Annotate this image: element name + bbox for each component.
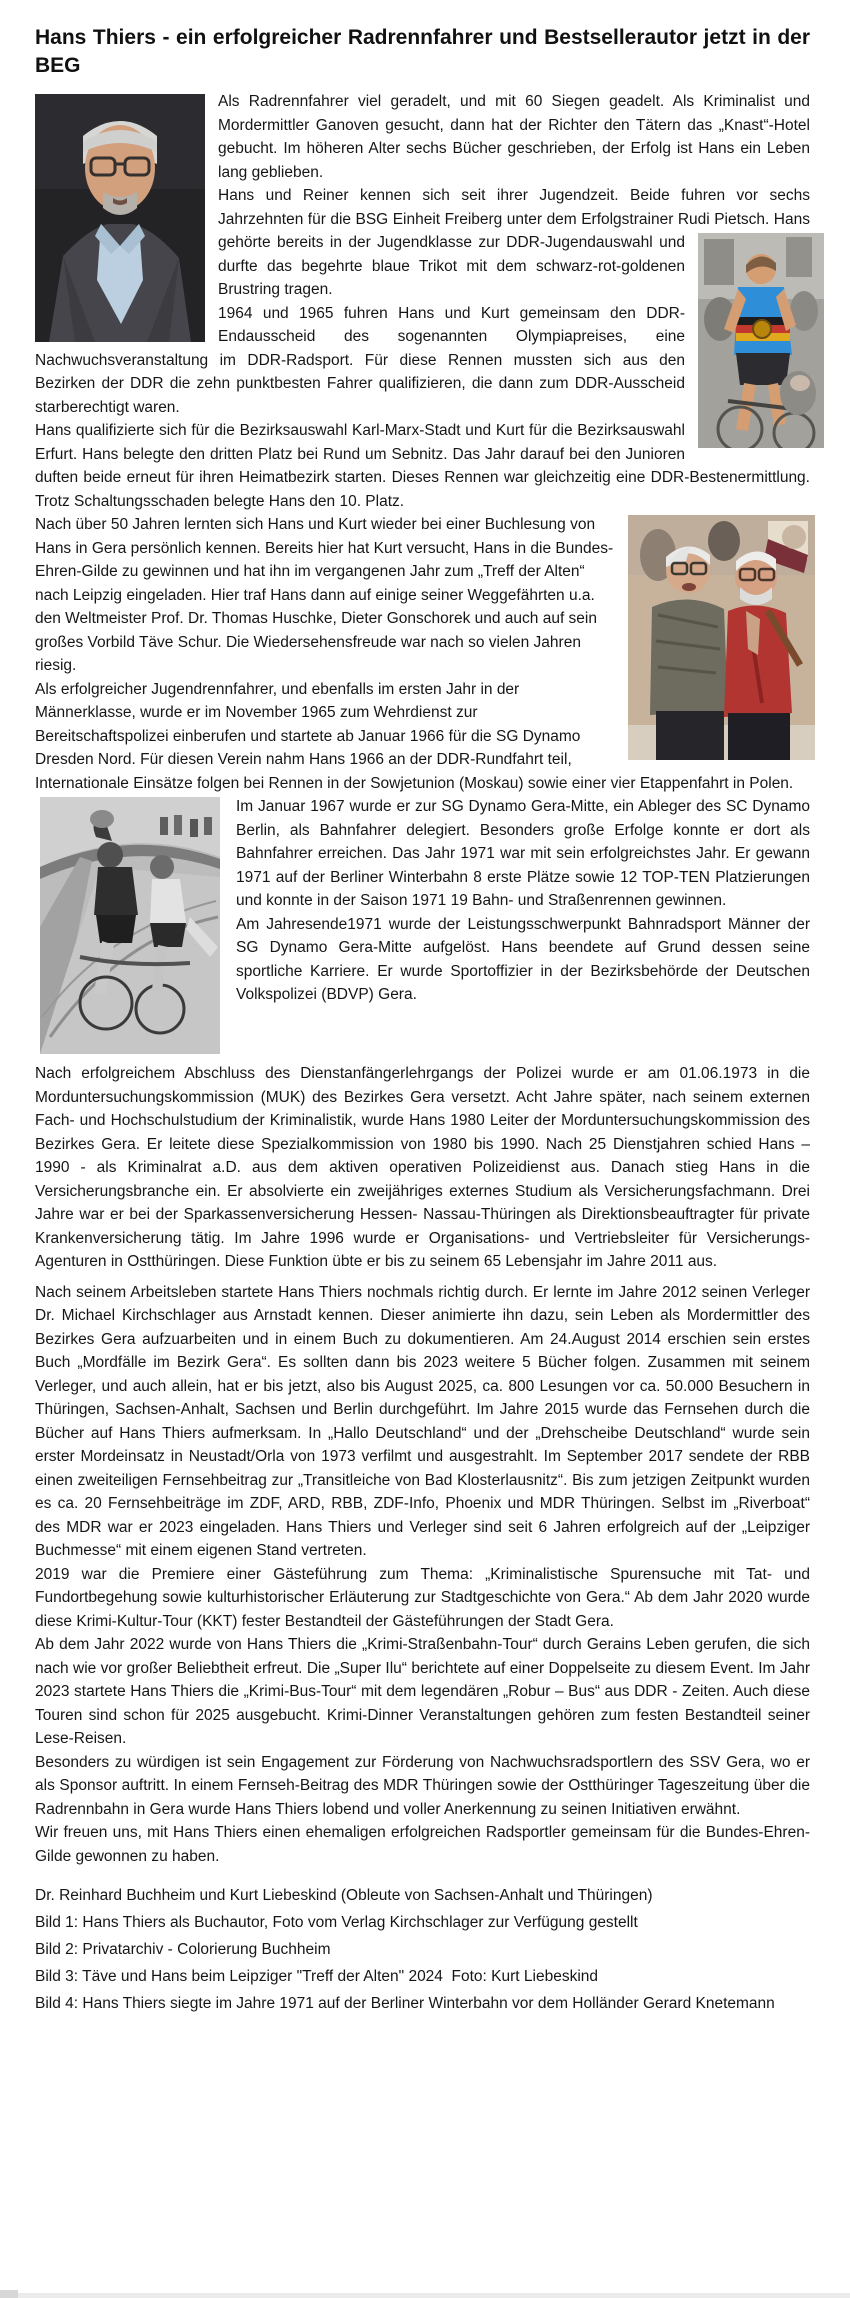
paragraph-3: 1964 und 1965 fuhren Hans und Kurt gemeinsam den DDR-Endausscheid des sogenannten Olympiapreises, eine Nachwuchsveranstaltung im DDR-Radsport. Für diese Rennen mussten sich aus den Bezirken der DDR die zehn punktbesten Fahrer qualifizieren, die dann zum DDR-Ausscheid starberechtigt waren.: [35, 304, 685, 416]
paragraph-10: Nach seinem Arbeitsleben startete Hans Thiers nochmals richtig durch. Er lernte im Jahre 2012 seinen Verleger Dr. Michael Kirchschlager aus Arnstadt kennen. Dieser animierte ihn dazu, sein Leben als Mordermittler des Bezirkes Gera aufzuarbeiten und in einem Buch zu dokumentieren. Am 24.August 2014 erschien sein erstes Buch „Mordfälle im Bezirk Gera“. Es sollten dann bis 2023 weitere 5 Bücher folgen. Zusammen mit seinem Verleger, und auch allein, hat er bis jetzt, also bis August 2025, ca. 800 Lesungen vor ca. 50.000 Besuchern in Thüringen, Sachsen-Anhalt, Sachsen und Berlin durchgeführt. Im Jahre 2015 wurde das Fernsehen durch die Bücher auf Hans Thiers aufmerksam. In „Hallo Deutschland“ und der „Drehscheibe Deutschland“ wurde sein erster Mordeinsatz in Neustadt/Orla von 1973 verfilmt und ausgestrahlt. Im September 2017 sendete der RBB einen zweiteiligen Fernsehbeitrag zur „Transitleiche von Bad Klosterlausnitz“. Bis zum jetzigen Zeitpunkt wurden es ca. 20 Fernsehbeiträge im ZDF, ARD, RBB, ZDF-Info, Phoenix und MDR Thüringen. Selbst im „Riverboat“ des MDR war er 2023 eingeladen. Hans Thiers und Verleger sind seit 6 Jahren erfolgreich auf der „Leipziger Buchmesse“ mit einem eigenen Stand vertreten.: [35, 1283, 810, 1559]
paragraph-2-text-a: Hans und Reiner kennen sich seit ihrer Jugendzeit. Beide fuhren vor sechs Jahrzehnten für die BSG Einheit Freiberg unter dem Erfolgstrainer Rudi: [218, 187, 810, 228]
caption-bild-4: Bild 4: Hans Thiers siegte im Jahre 1971 auf der Berliner Winterbahn vor dem Holländer Gerard Knetemann: [35, 1995, 775, 2012]
caption-bild-3: Bild 3: Täve und Hans beim Leipziger "Treff der Alten" 2024 Foto: Kurt Liebeskind: [35, 1968, 599, 1985]
paragraph-1-text: Als Radrennfahrer viel geradelt, und mit 60 Siegen geadelt. Als Kriminalist und Mordermittler Ganoven gesucht, dann hat der Richter den Tätern das „Knast“-Hotel gebucht. Im höheren Alter sechs Bücher geschrieben, der Erfolg ist Hans ein Leben lang geblieben.: [218, 93, 810, 181]
paragraph-14: Wir freuen uns, mit Hans Thiers einen ehemaligen erfolgreichen Radsportler gemeinsam für die Bundes-Ehren-Gilde gewonnen zu haben.: [35, 1824, 810, 1865]
paragraph-5: [35, 513, 810, 678]
friends-photo: [628, 515, 815, 760]
paragraph-2-text-b: Pietsch. Hans gehörte bereits in der Jugendklasse zur DDR-Jugendauswahl und durfte das begehrte blaue Trikot mit dem schwarz-rot-goldenen Brustring tragen.: [218, 210, 810, 298]
caption-bild-2: Bild 2: Privatarchiv - Colorierung Buchheim: [35, 1941, 331, 1958]
cyclist-photo: [698, 233, 824, 448]
paragraph-5-text: Nach über 50 Jahren lernten sich Hans und Kurt wieder bei einer Buchlesung von Hans in Gera persönlich kennen. Bereits hier hat Kurt versucht, Hans in die Bundes-Ehren-Gilde zu gewinnen und hat ihn im vergangenen Jahr zum „Treff der Alten“ nach Leipzig eingeladen. Hier traf Hans dann auf einige seiner Weggefährten u.a. den Weltmeister Prof. Dr. Thomas Huschke, Dieter Gonschorek und auch auf sein großes Vorbild Täve Schur. Die Wiedersehensfreude war nach so vielen Jahren riesig.: [35, 516, 614, 674]
paragraph-8: Am Jahresende1971 wurde der Leistungsschwerpunkt Bahnradsport Männer der SG Dynamo Gera-Mitte aufgelöst. Hans beendete auf Grund dessen seine sportliche Karriere. Er wurde Sportoffizier in der Bezirksbehörde der Deutschen Volkspolizei (BDVP) Gera.: [236, 915, 810, 1003]
paragraph-4: Hans qualifizierte sich für die Bezirksauswahl Karl-Marx-Stadt und Kurt für die Bezirksauswahl Erfurt. Hans belegte den dritten Platz bei Rund um Sebnitz. Das Jahr darauf bei den Junioren duften beide erneut für ihren Heimatbezirk starten. Dieses Rennen war gleichzeitig eine DDR-Bestenermittlung. Trotz Schaltungsschaden belegte Hans den 10. Platz.: [35, 422, 810, 510]
caption-bild-1: Bild 1: Hans Thiers als Buchautor, Foto vom Verlag Kirchschlager zur Verfügung gestellt: [35, 1914, 638, 1931]
footer: [35, 1882, 810, 2017]
footer-byline: Dr. Reinhard Buchheim und Kurt Liebeskind (Obleute von Sachsen-Anhalt und Thüringen): [35, 1887, 653, 1904]
paragraph-12: Ab dem Jahr 2022 wurde von Hans Thiers die „Krimi-Straßenbahn-Tour“ durch Gerains Leben gerufen, die sich nach wie vor großer Beliebtheit erfreut. Die „Super Ilu“ berichtete auf einer Doppelseite zu diesem Event. Im Jahr 2023 startete Hans Thiers die „Krimi-Bus-Tour“ mit dem legendären „Robur – Bus“ aus DDR - Zeiten. Auch diese Touren sind schon für 2025 ausgebucht. Krimi-Dinner Veranstaltungen gehören zum festen Bestandteil seiner Lese-Reisen.: [35, 1636, 810, 1747]
portrait-photo: [35, 94, 205, 342]
paragraph-13: Besonders zu würdigen ist sein Engagement zur Förderung von Nachwuchsradsportlern des SSV Gera, wo er als Sponsor auftritt. In einem Fernseh-Beitrag des MDR Thüringen sowie der Ostthüringer Tageszeitung über die Radrennbahn in Gera wurde Hans Thiers lobend und voller Anerkennung zu seinen Initiativen erwähnt.: [35, 1753, 810, 1818]
track-photo: [40, 797, 220, 1054]
paragraph-9: Nach erfolgreichem Abschluss des Dienstanfängerlehrgangs der Polizei wurde er am 01.06.1973 in die Morduntersuchungskommission (MUK) des Bezirkes Gera versetzt. Acht Jahre später, nach seinem externen Fach- und Hochschulstudium der Kriminalistik, wurde Hans 1980 Leiter der Morduntersuchungskommission des Bezirkes Gera. Er leitete diese Spezialkommission von 1980 bis 1990. Nach 25 Dienstjahren schied Hans – 1990 - als Kriminalrat a.D. aus dem aktiven operativen Polizeidienst aus. Danach stieg Hans in die Versicherungsbranche ein. Er absolvierte ein zweijähriges externes Studium als Versicherungsfachmann. Drei Jahre war er bei der Sparkassenversicherung Hessen- Nassau-Thüringen als Direktionsbeauftragter für private Krankenversicherung tätig. Im Jahre 1996 wurde er Organisations- und Vertriebsleiter für Versicherungs-Agenturen in Ostthüringen. Diese Funktion übte er bis zu seinem 65 Lebensjahr im Jahre 2011 aus.: [35, 1065, 810, 1270]
paragraph-7: [35, 795, 810, 913]
window-edge-corner: [0, 2290, 18, 2298]
paragraph-1: [35, 90, 810, 184]
paragraph-11: 2019 war die Premiere einer Gästeführung zum Thema: „Kriminalistische Spurensuche mit Tat- und Fundortbegehung sowie kulturhistorischer Erläuterung zur Stadtgeschichte von Gera.“ Ab dem Jahr 2020 wurde diese Krimi-Kultur-Tour (KKT) fester Bestandteil der Gästeführungen der Stadt Gera.: [35, 1565, 810, 1630]
article-title: Hans Thiers - ein erfolgreicher Radrennfahrer und Bestsellerautor jetzt in der BEG: [35, 26, 810, 77]
paragraph-6: Als erfolgreicher Jugendrennfahrer, und ebenfalls im ersten Jahr in der Männerklasse, wurde er im November 1965 zum Wehrdienst zur Bereitschaftspolizei einberufen und startete ab Januar 1966 für die SG Dynamo Dresden Nord. Für diesen Verein nahm Hans 1966 an der DDR-Rundfahrt teil, Internationale Einsätze folgen bei Rennen in der Sowjetunion (Moskau) sowie einer vier Etappenfahrt in Polen.: [35, 680, 794, 792]
window-edge-strip: [0, 2293, 850, 2298]
paragraph-7-text: Im Januar 1967 wurde er zur SG Dynamo Gera-Mitte, ein Ableger des SC Dynamo Berlin, als Bahnfahrer delegiert. Besonders große Erfolge konnte er dort als Bahnfahrer erreichen. Das Jahr 1971 war mit sein erfolgreichstes Jahr. Er gewann 1971 auf der Berliner Winterbahn 8 erste Plätze sowie 12 TOP-TEN Platzierungen und konnte in der Saison 1971 19 Bahn- und Straßenrennen gewinnen.: [236, 798, 810, 909]
